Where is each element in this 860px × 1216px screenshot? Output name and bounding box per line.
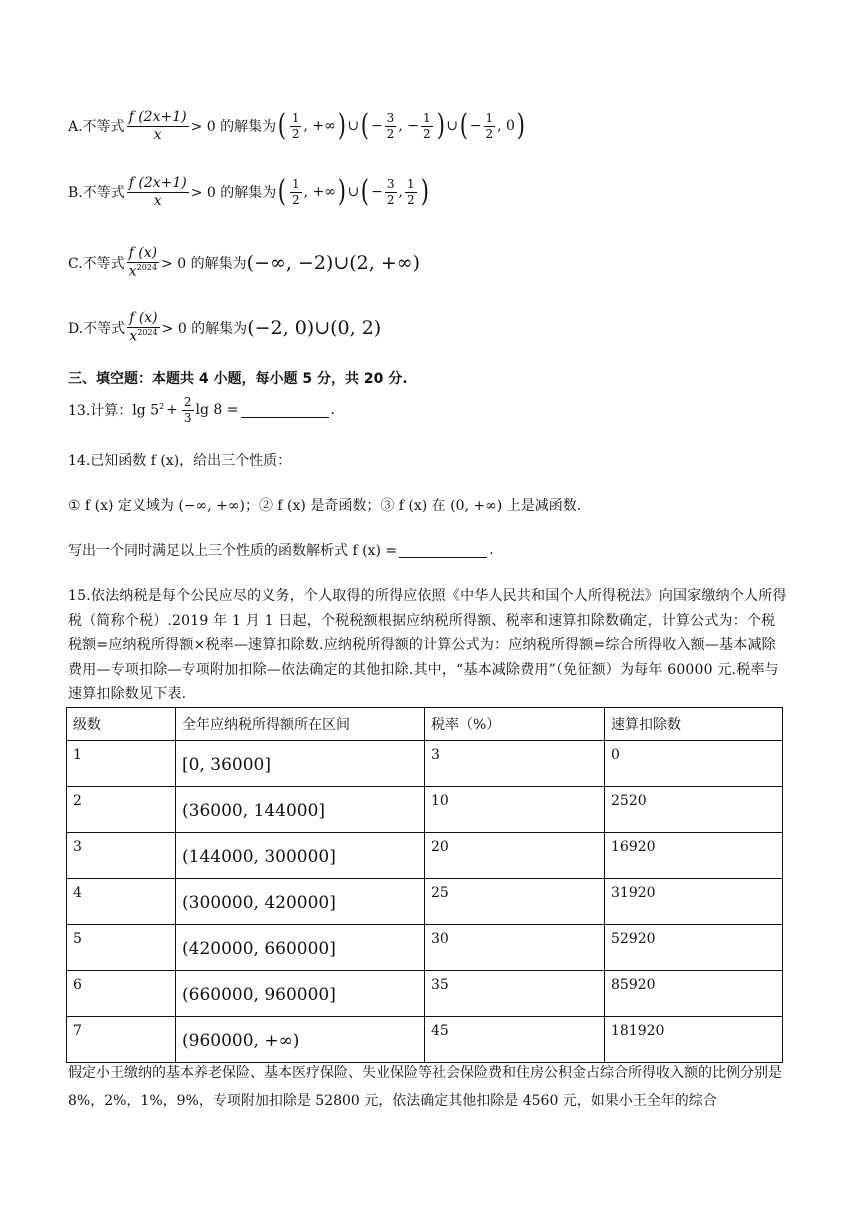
cell-level: 5 [67, 925, 176, 971]
question-13 [68, 396, 335, 424]
header-interval: 全年应纳税所得额所在区间 [176, 708, 425, 741]
option-c-condition: > 0 的解集为 [161, 255, 247, 272]
tax-rate-table [66, 707, 783, 1063]
option-b [68, 176, 430, 208]
table-header-row [67, 708, 783, 741]
table-row [67, 833, 783, 879]
q13-term-b: lg 8 = [195, 402, 239, 419]
cell-level: 6 [67, 971, 176, 1017]
option-b-solution: ( $\frac{1}{2}$ , +∞ ) ∪ ( − $\frac{3}{2}$ , $\frac{1}{2}$ ) [278, 174, 429, 210]
cell-rate: 45 [425, 1017, 605, 1063]
option-d-denominator: $x^{2024}$ [129, 327, 158, 345]
option-a-solution: ( $\frac{1}{2}$ , +∞ ) ∪ ( − $\frac{3}{2}$ , − $\frac{1}{2}$ ) ∪ ( − $\frac{1}{2}$ , 0 ) [277, 108, 525, 144]
q15-tail-paragraph: 假定小王缴纳的基本养老保险、基本医疗保险、失业保险等社会保险费和住房公积金占综合所得收入额的比例分别是 8%，2%，1%，9%，专项附加扣除是 52800 元，依法确定其他扣除是 4560 元，如果小王全年的综合 [68, 1065, 782, 1109]
cell-level: 4 [67, 879, 176, 925]
q14-answer-blank[interactable] [399, 543, 487, 558]
cell-deduction: 181920 [605, 1017, 783, 1063]
cell-interval: (420000, 660000] [176, 925, 425, 971]
option-d-numerator: f (x) [129, 310, 158, 326]
option-b-denominator: x [153, 192, 162, 209]
cell-level: 3 [67, 833, 176, 879]
cell-interval: [0, 36000] [176, 741, 425, 787]
table-row [67, 741, 783, 787]
table-row [67, 971, 783, 1017]
cell-rate: 35 [425, 971, 605, 1017]
option-a-numerator: f (2x+1) [128, 109, 187, 125]
option-b-condition: > 0 的解集为 [190, 185, 277, 202]
option-d-condition: > 0 的解集为 [161, 320, 248, 337]
option-b-prefix: B.不等式 [68, 185, 125, 202]
cell-rate: 30 [425, 925, 605, 971]
option-a-prefix: A.不等式 [68, 119, 125, 136]
cell-deduction: 85920 [605, 971, 783, 1017]
question-14-answer-line [68, 540, 494, 560]
option-a-fraction [127, 110, 189, 142]
cell-interval: (36000, 144000] [176, 787, 425, 833]
cell-interval: (960000, +∞) [176, 1017, 425, 1063]
option-d-fraction [127, 311, 159, 344]
q13-term-a: $\lg 5^2$ [132, 401, 165, 419]
option-a-condition: > 0 的解集为 [190, 119, 277, 136]
option-c-fraction [127, 246, 159, 279]
option-a-denominator: x [153, 126, 162, 143]
q14-line3-end: . [489, 542, 494, 558]
option-d-solution: (−2, 0)∪(0, 2) [247, 316, 382, 339]
q13-prefix: 13.计算： [68, 403, 133, 420]
cell-deduction: 52920 [605, 925, 783, 971]
cell-level: 1 [67, 741, 176, 787]
section-title: 三、填空题：本题共 4 小题，每小题 5 分，共 20 分. [68, 371, 408, 387]
cell-rate: 10 [425, 787, 605, 833]
cell-level: 7 [67, 1017, 176, 1063]
q14-line2: ① f (x) 定义域为 (−∞, +∞)；② f (x) 是奇函数；③ f (x) 在 (0, +∞) 上是减函数. [68, 498, 582, 514]
q13-plus: + [166, 402, 178, 419]
cell-level: 2 [67, 787, 176, 833]
cell-interval: (660000, 960000] [176, 971, 425, 1017]
cell-rate: 20 [425, 833, 605, 879]
cell-rate: 3 [425, 741, 605, 787]
header-deduction: 速算扣除数 [605, 708, 783, 741]
option-b-fraction [127, 176, 189, 208]
q15-paragraph: 15.依法纳税是每个公民应尽的义务，个人取得的所得应依照《中华人民共和国个人所得税法》向国家缴纳个人所得税（简称个税）.2019 年 1 月 1 日起，个税税额根据应纳税所得额、税率和速算扣除数确定，计算公式为：个税税额=应纳税所得额×税率—速算扣除数.应纳税所得额的计算公式为：应纳税所得额=综合所得收入额—基本减除费用—专项扣除—专项附加扣除—依法确定的其他扣除.其中，“基本减除费用”（免征额）为每年 60000 元.税率与速算扣除数见下表. [68, 588, 787, 702]
cell-rate: 25 [425, 879, 605, 925]
option-d [68, 311, 381, 344]
q14-line1: 14.已知函数 f (x)，给出三个性质： [68, 453, 292, 469]
q14-line3-prefix: 写出一个同时满足以上三个性质的函数解析式 f (x) = [68, 543, 398, 559]
cell-interval: (300000, 420000] [176, 879, 425, 925]
q13-end: . [330, 402, 335, 419]
option-d-prefix: D.不等式 [68, 320, 126, 337]
option-c [68, 246, 420, 279]
q13-fraction: $\frac{2}{3}$ [183, 395, 192, 425]
option-c-prefix: C.不等式 [68, 255, 125, 272]
q13-answer-blank[interactable] [241, 403, 329, 418]
header-level: 级数 [67, 708, 176, 741]
cell-interval: (144000, 300000] [176, 833, 425, 879]
table-row [67, 1017, 783, 1063]
table-row [67, 925, 783, 971]
option-c-solution: (−∞, −2)∪(2, +∞) [246, 251, 420, 274]
cell-deduction: 2520 [605, 787, 783, 833]
option-a [68, 110, 527, 142]
option-c-numerator: f (x) [128, 245, 158, 261]
header-rate: 税率（%） [425, 708, 605, 741]
option-c-denominator: $x^{2024}$ [128, 262, 158, 280]
cell-deduction: 0 [605, 741, 783, 787]
cell-deduction: 31920 [605, 879, 783, 925]
table-row [67, 879, 783, 925]
cell-deduction: 16920 [605, 833, 783, 879]
option-b-numerator: f (2x+1) [128, 175, 187, 191]
table-row [67, 787, 783, 833]
